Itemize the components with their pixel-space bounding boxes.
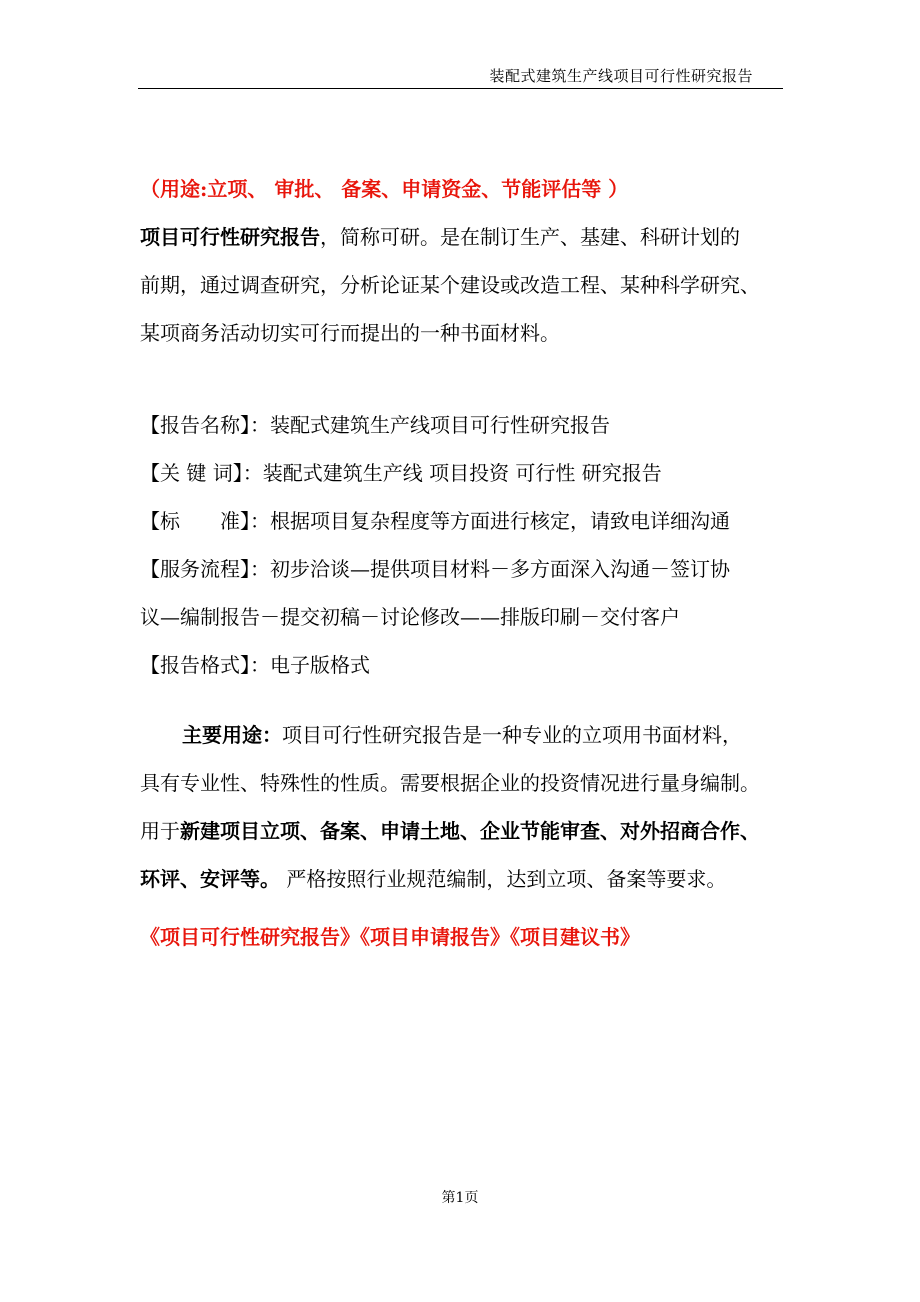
main-use-line-4-bold: 环评、安评等。 bbox=[140, 867, 280, 891]
field-report-name: 【报告名称】：装配式建筑生产线项目可行性研究报告 bbox=[140, 413, 610, 437]
page-number: 第1页 bbox=[441, 1190, 479, 1206]
field-keywords: 【关 键 词】：装配式建筑生产线 项目投资 可行性 研究报告 bbox=[140, 461, 662, 485]
main-use-line-3 bbox=[140, 807, 785, 855]
main-use-line-2: 具有专业性、特殊性的性质。需要根据企业的投资情况进行量身编制。 bbox=[140, 771, 760, 795]
intro-line-1-text: ，简称可研。是在制订生产、基建、科研计划的 bbox=[320, 225, 740, 249]
page-header bbox=[138, 62, 783, 89]
main-use-line-3-prefix: 用于 bbox=[140, 819, 180, 843]
main-use-line-4 bbox=[140, 855, 785, 903]
intro-line-2: 前期，通过调查研究，分析论证某个建设或改造工程、某种科学研究、 bbox=[140, 273, 760, 297]
main-use-line-1-text: 项目可行性研究报告是一种专业的立项用书面材料， bbox=[282, 723, 742, 747]
intro-term: 项目可行性研究报告 bbox=[140, 225, 320, 249]
titles-line: 《项目可行性研究报告》《项目申请报告》《项目建议书》 bbox=[140, 925, 640, 949]
intro-line-3: 某项商务活动切实可行而提出的一种书面材料。 bbox=[140, 321, 560, 345]
spacer bbox=[140, 357, 785, 401]
spacer bbox=[140, 689, 785, 711]
intro-line-1 bbox=[140, 213, 785, 261]
main-use-label: 主要用途： bbox=[182, 723, 282, 747]
main-use-line-4-text: 严格按照行业规范编制，达到立项、备案等要求。 bbox=[280, 867, 727, 891]
field-process-line-1: 【服务流程】：初步洽谈—提供项目材料－多方面深入沟通－签订协 bbox=[140, 557, 730, 581]
main-use-line-3-bold: 新建项目立项、备案、申请土地、企业节能审查、对外招商合作、 bbox=[180, 819, 760, 843]
header-title: 装配式建筑生产线项目可行性研究报告 bbox=[489, 67, 753, 85]
usage-line: （用途:立项、 审批、 备案、申请资金、节能评估等 ） bbox=[140, 177, 629, 201]
spacer bbox=[140, 903, 785, 913]
field-format: 【报告格式】：电子版格式 bbox=[140, 653, 370, 677]
main-use-line-1 bbox=[140, 711, 785, 759]
document-body bbox=[140, 165, 785, 961]
field-process-line-2: 议—编制报告－提交初稿－讨论修改——排版印刷－交付客户 bbox=[140, 605, 680, 629]
field-standard: 【标 准】：根据项目复杂程度等方面进行核定，请致电详细沟通 bbox=[140, 509, 730, 533]
